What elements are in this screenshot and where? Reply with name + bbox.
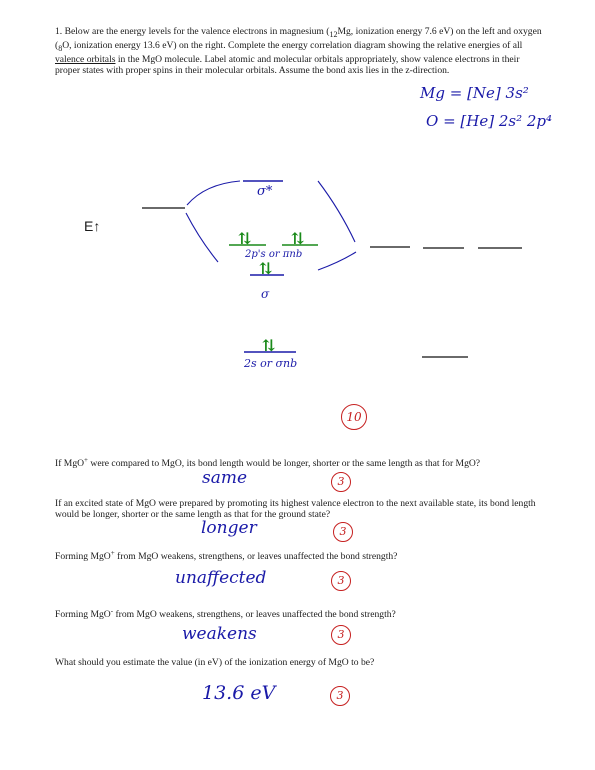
o-to-sigma-line — [318, 252, 356, 270]
o-subscript: 8 — [58, 44, 63, 54]
o-configuration: O = [He] 2s² 2p⁴ — [426, 112, 553, 130]
answer-4: weakens — [182, 624, 257, 644]
energy-axis-label: E↑ — [84, 218, 101, 234]
score-5: 3 — [330, 686, 350, 706]
problem-number: 1. — [55, 26, 63, 37]
sigma-star-label: σ* — [257, 184, 273, 199]
mg-to-sigma-star-line — [187, 181, 240, 205]
score-3: 3 — [331, 571, 351, 591]
pi-nb-label: 2p's or πnb — [245, 249, 303, 260]
answer-3: unaffected — [175, 568, 267, 588]
problem-text-c: O, ionization energy 13.6 eV) on the right. Complete the energy correlation diagram showing the relative energies of all — [62, 40, 523, 52]
answer-5: 13.6 eV — [202, 682, 276, 704]
mg-subscript: 12 — [329, 29, 338, 39]
underlined-phrase: valence orbitals — [55, 54, 116, 66]
answer-1: same — [202, 468, 248, 488]
sigma-electrons: ⇅ — [259, 259, 273, 278]
diagram-score: 10 — [341, 404, 367, 430]
question-1: If MgO+ were compared to MgO, its bond length would be longer, shorter or the same length as that for MgO? — [55, 456, 481, 470]
question-4: Forming MgO- from MgO weakens, strengthens, or leaves unaffected the bond strength? — [55, 607, 396, 621]
score-2: 3 — [333, 522, 353, 542]
question-3: Forming MgO+ from MgO weakens, strengthens, or leaves unaffected the bond strength? — [55, 549, 398, 563]
score-1: 3 — [331, 472, 351, 492]
score-4: 3 — [331, 625, 351, 645]
o-to-sigma-star-line — [318, 181, 355, 242]
mg-configuration: Mg = [Ne] 3s² — [420, 84, 529, 102]
answer-2: longer — [201, 518, 257, 538]
sigma-nb-electrons: ⇅ — [262, 336, 276, 355]
problem-text-a: Below are the energy levels for the valence electrons in magnesium ( — [62, 26, 330, 37]
sigma-nb-label: 2s or σnb — [244, 357, 298, 370]
sigma-label: σ — [261, 287, 270, 301]
pi-nb-electrons-1: ⇅ — [238, 229, 252, 248]
question-2: If an excited state of MgO were prepared by promoting its highest valence electron to the next available state, its bond length would be longer, shorter or the same length as that for the ground state? — [55, 498, 536, 520]
problem-text-d: in the MgO molecule. Label atomic and molecular orbitals appropriately, show valence electrons in their proper states with proper spins in their molecular orbitals. Assume the bond axis lies in the z-direction. — [55, 54, 520, 77]
question-5: What should you estimate the value (in eV) of the ionization energy of MgO to be? — [55, 657, 375, 668]
mg-to-sigma-line — [186, 213, 218, 262]
problem-text-b: Mg, ionization energy 7.6 eV) on the left and oxygen ( — [55, 26, 542, 52]
pi-nb-electrons-2: ⇅ — [291, 229, 305, 248]
